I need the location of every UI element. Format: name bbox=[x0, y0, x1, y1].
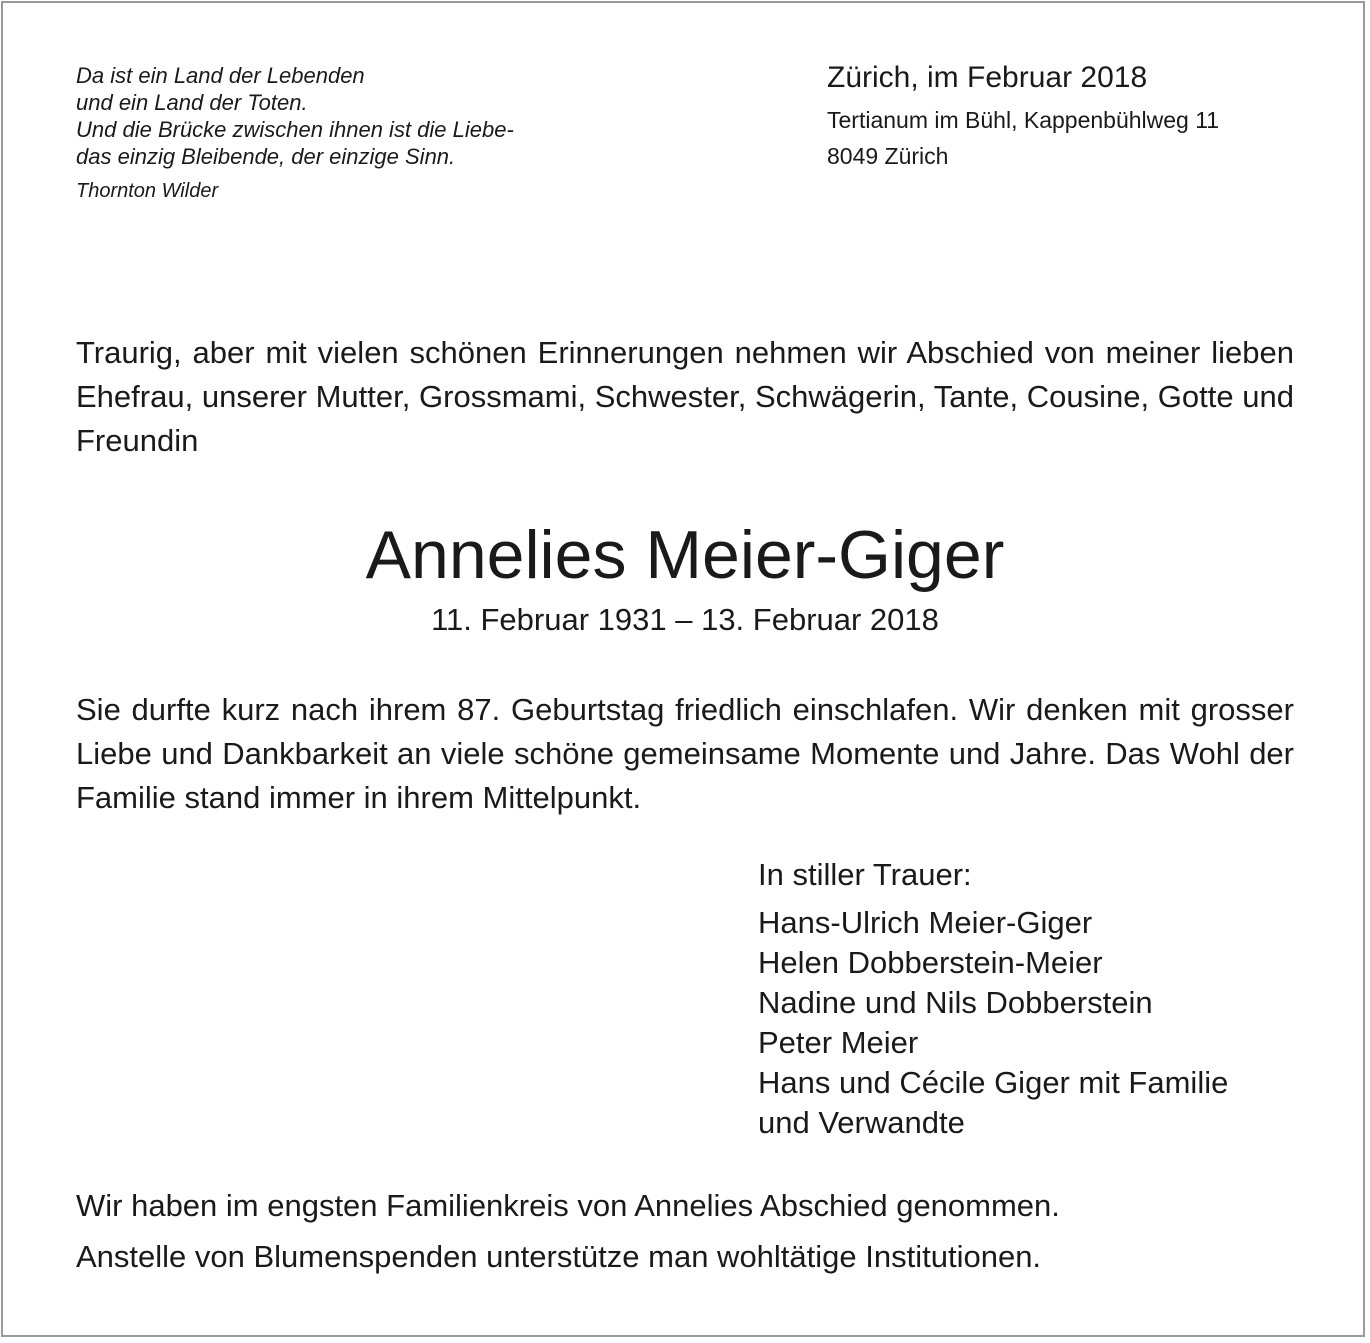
mourner-name: Hans-Ulrich Meier-Giger bbox=[758, 905, 1093, 940]
address-line: 8049 Zürich bbox=[827, 143, 949, 169]
intro-paragraph: Traurig, aber mit vielen schönen Erinnerungen nehmen wir Abschied von meiner lieben Ehefrau, unserer Mutter, Grossmami, Schwester, Schwägerin, Tante, Cousine, Gotte und Freundin bbox=[76, 335, 1294, 458]
address-line: Tertianum im Bühl, Kappenbühlweg 11 bbox=[827, 107, 1220, 133]
remembrance-paragraph: Sie durfte kurz nach ihrem 87. Geburtstag friedlich einschlafen. Wir denken mit grosser Liebe und Dankbarkeit an viele schöne gemeinsame Momente und Jahre. Das Wohl der Familie stand immer in ihrem Mittelpunkt. bbox=[76, 692, 1294, 815]
mourner-name: Nadine und Nils Dobberstein bbox=[758, 985, 1153, 1020]
closing-donation-note: Anstelle von Blumenspenden unterstütze man wohltätige Institutionen. bbox=[76, 1239, 1042, 1274]
mourners-list bbox=[758, 855, 1228, 1143]
mourner-name: Helen Dobberstein-Meier bbox=[758, 945, 1103, 980]
mourners-heading: In stiller Trauer: bbox=[758, 857, 972, 892]
quote-line: das einzig Bleibende, der einzige Sinn. bbox=[76, 144, 456, 169]
deceased-name: Annelies Meier-Giger bbox=[365, 517, 1005, 593]
epigraph-quote bbox=[76, 62, 514, 170]
quote-line: und ein Land der Toten. bbox=[76, 90, 308, 115]
mourner-name: Hans und Cécile Giger mit Familie bbox=[758, 1065, 1229, 1100]
closing-farewell-note: Wir haben im engsten Familienkreis von Annelies Abschied genommen. bbox=[76, 1188, 1060, 1223]
place-date: Zürich, im Februar 2018 bbox=[827, 61, 1148, 94]
address bbox=[827, 102, 1219, 174]
quote-line: Und die Brücke zwischen ihnen ist die Liebe- bbox=[76, 117, 514, 142]
quote-line: Da ist ein Land der Lebenden bbox=[76, 63, 365, 88]
life-dates: 11. Februar 1931 – 13. Februar 2018 bbox=[431, 602, 939, 637]
mourner-name: Peter Meier bbox=[758, 1025, 919, 1060]
quote-author: Thornton Wilder bbox=[76, 180, 219, 202]
mourner-name: und Verwandte bbox=[758, 1105, 965, 1140]
